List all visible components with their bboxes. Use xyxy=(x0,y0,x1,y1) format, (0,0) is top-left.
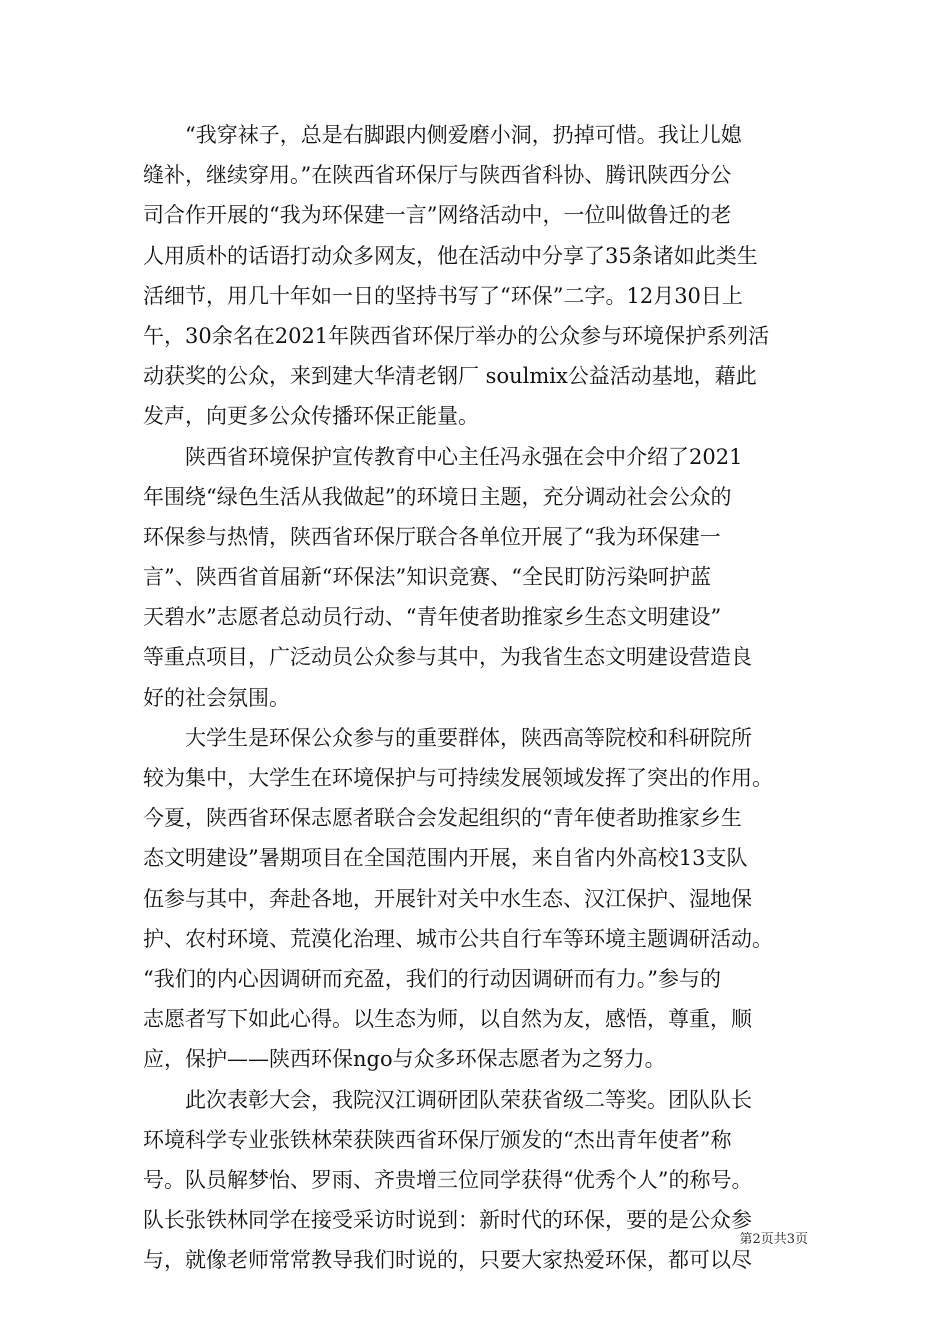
paragraph-1 xyxy=(143,115,823,437)
text-line: 午，30余名在2021年陕西省环保厅举办的公众参与环境保护系列活 xyxy=(143,323,770,348)
text-line: 司合作开展的“我为环保建一言”网络活动中，一位叫做鲁迁的老 xyxy=(143,203,732,228)
paragraph-4 xyxy=(143,1080,823,1281)
text-line: 环境科学专业张铁林荣获陕西省环保厅颁发的“杰出青年使者”称 xyxy=(143,1127,732,1152)
text-line: 今夏，陕西省环保志愿者联合会发起组织的“青年使者助推家乡生 xyxy=(143,806,742,831)
paragraph-2 xyxy=(143,437,823,718)
page-number-footer: 第2页共3页 xyxy=(739,1232,808,1247)
text-line: 此次表彰大会，我院汉江调研团队荣获省级二等奖。团队队长 xyxy=(185,1087,752,1112)
text-line: 活细节，用几十年如一日的坚持书写了“环保”二字。12月30日上 xyxy=(143,283,743,308)
text-line: 护、农村环境、荒漠化治理、城市公共自行车等环境主题调研活动。 xyxy=(143,926,773,951)
text-line: 发声，向更多公众传播环保正能量。 xyxy=(143,404,479,429)
text-line: 缝补，继续穿用。”在陕西省环保厅与陕西省科协、腾讯陕西分公 xyxy=(143,163,732,188)
text-line: 人用质朴的话语打动众多网友，他在活动中分享了35条诸如此类生 xyxy=(143,243,758,268)
text-line: 动获奖的公众，来到建大华清老钢厂 soulmix公益活动基地，藉此 xyxy=(143,364,757,389)
paragraph-3 xyxy=(143,718,823,1080)
text-line: 大学生是环保公众参与的重要群体，陕西高等院校和科研院所 xyxy=(185,725,752,750)
text-line: 应，保护——陕西环保ngo与众多环保志愿者为之努力。 xyxy=(143,1047,666,1072)
text-line: 较为集中，大学生在环境保护与可持续发展领域发挥了突出的作用。 xyxy=(143,766,773,790)
text-line: 态文明建设”暑期项目在全国范围内开展，来自省内外高校13支队 xyxy=(143,846,748,871)
text-line: 陕西省环境保护宣传教育中心主任冯永强在会中介绍了2021 xyxy=(185,444,743,469)
text-line: 伍参与其中，奔赴各地，开展针对关中水生态、汉江保护、湿地保 xyxy=(143,886,752,911)
document-body xyxy=(143,115,823,1280)
text-line: 队长张铁林同学在接受采访时说到：新时代的环保，要的是公众参 xyxy=(143,1208,752,1233)
text-line: “我穿袜子，总是右脚跟内侧爱磨小洞，扔掉可惜。我让儿媳 xyxy=(185,123,742,147)
text-line: 年围绕“绿色生活从我做起”的环境日主题，充分调动社会公众的 xyxy=(143,484,732,509)
text-line: 环保参与热情，陕西省环保厅联合各单位开展了“我为环保建一 xyxy=(143,524,721,549)
text-line: 号。队员解梦怡、罗雨、齐贵增三位同学获得“优秀个人”的称号。 xyxy=(143,1167,753,1192)
text-line: 等重点项目，广泛动员公众参与其中，为我省生态文明建设营造良 xyxy=(143,645,752,670)
text-line: 志愿者写下如此心得。以生态为师，以自然为友，感悟，尊重，顺 xyxy=(143,1007,752,1032)
text-line: 好的社会氛围。 xyxy=(143,685,290,710)
text-line: 与，就像老师常常教导我们时说的，只要大家热爱环保，都可以尽 xyxy=(143,1248,752,1273)
text-line: “我们的内心因调研而充盈，我们的行动因调研而有力。”参与的 xyxy=(143,966,721,991)
text-line: 天碧水”志愿者总动员行动、“青年使者助推家乡生态文明建设” xyxy=(143,605,722,630)
text-line: 言”、陕西省首届新“环保法”知识竞赛、“全民盯防污染呵护蓝 xyxy=(143,565,711,590)
